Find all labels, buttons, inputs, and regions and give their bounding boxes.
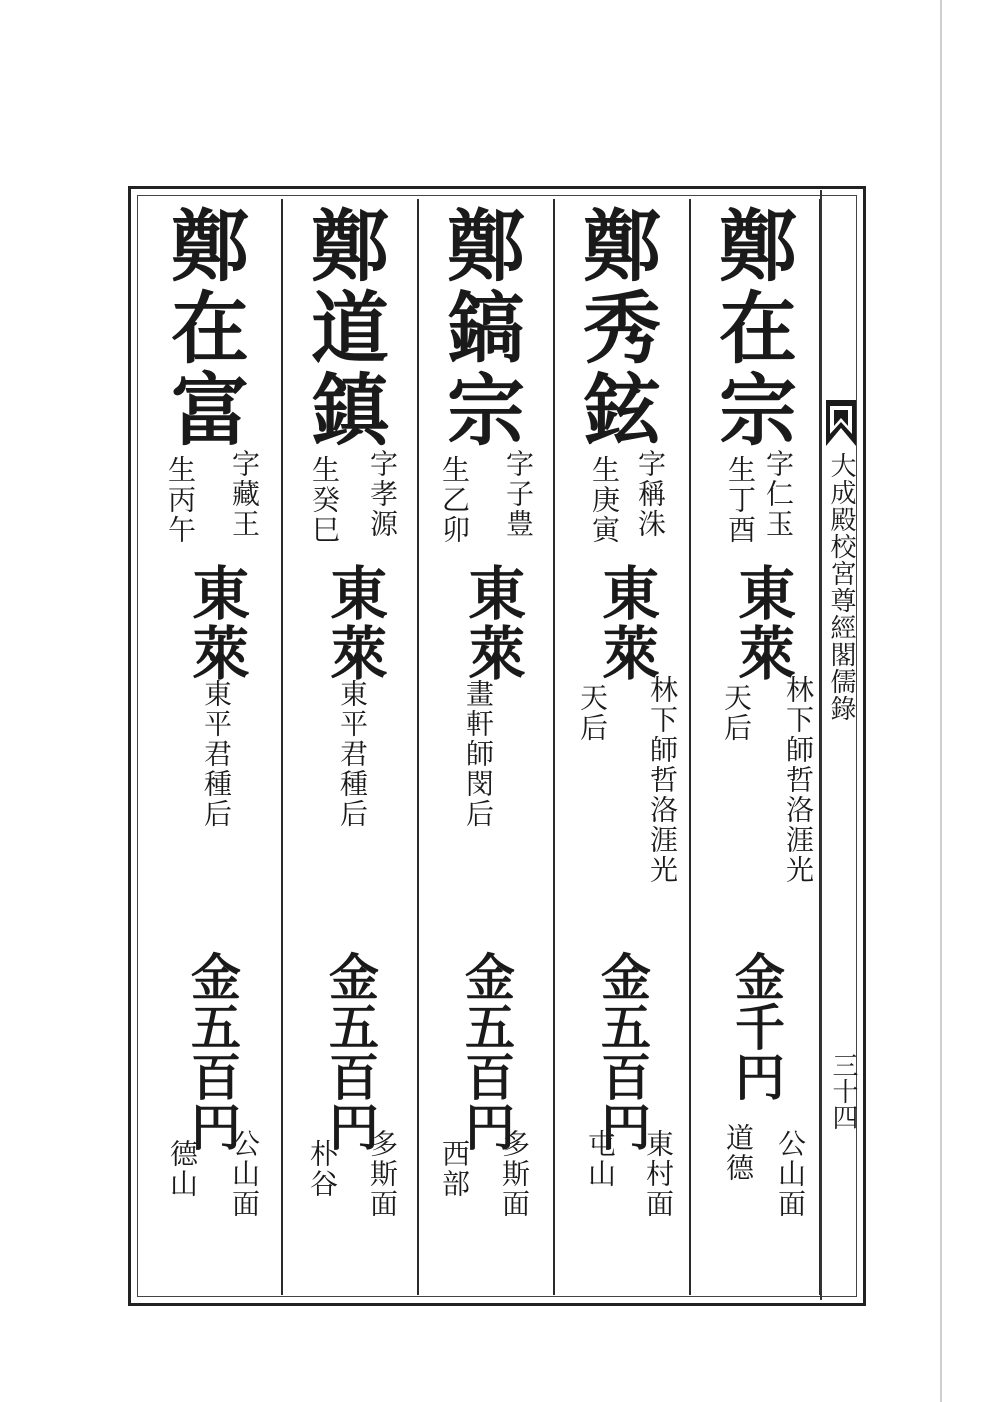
- entry-residence-2: 西部: [438, 1139, 471, 1199]
- entry-amount: 金五百円: [321, 951, 380, 1151]
- entry-origin: 東萊: [320, 563, 388, 683]
- entry-courtesy: 字孝源: [366, 449, 399, 539]
- entry-name: 鄭鎬宗: [434, 205, 525, 451]
- entry-column-5: [143, 199, 283, 1295]
- entry-amount: 金五百円: [593, 951, 652, 1151]
- entry-residence: 公山面: [774, 1129, 807, 1219]
- entry-note-2: 天后: [576, 683, 609, 743]
- entry-courtesy: 字仁玉: [762, 449, 795, 539]
- entry-origin: 東萊: [182, 563, 250, 683]
- printed-block: [128, 186, 866, 1306]
- scan-edge-line: [940, 0, 942, 1402]
- entry-residence: 公山面: [228, 1129, 261, 1219]
- entry-residence: 東村面: [642, 1129, 675, 1219]
- entry-note: 畫軒師閔后: [462, 679, 495, 829]
- entry-note: 林下師哲洛涯光: [782, 675, 815, 885]
- entry-name: 鄭在宗: [706, 205, 797, 451]
- entry-residence-2: 道德: [722, 1123, 755, 1183]
- entry-note: 林下師哲洛涯光: [646, 675, 679, 885]
- entry-birth: 生庚寅: [588, 455, 621, 545]
- entry-note-2: 天后: [720, 683, 753, 743]
- entry-courtesy: 字稱洙: [634, 449, 667, 539]
- entry-amount: 金千円: [727, 951, 786, 1101]
- page-margin-strip: [820, 190, 862, 1300]
- book-title: 大成殿校宮尊經閣儒錄: [826, 452, 856, 722]
- entry-courtesy: 字子豊: [502, 449, 535, 539]
- entry-origin: 東萊: [458, 563, 526, 683]
- entry-birth: 生丙午: [164, 455, 197, 545]
- entry-residence: 多斯面: [498, 1129, 531, 1219]
- entry-name: 鄭道鎮: [298, 205, 389, 451]
- entry-residence-2: 德山: [166, 1139, 199, 1199]
- entry-birth: 生乙卯: [438, 455, 471, 545]
- page-number: 三十四: [828, 1052, 858, 1130]
- entry-birth: 生丁酉: [724, 455, 757, 545]
- entry-amount: 金五百円: [457, 951, 516, 1151]
- entry-name: 鄭在富: [158, 205, 249, 451]
- entry-column-1: [691, 199, 821, 1295]
- entry-amount: 金五百円: [183, 951, 242, 1151]
- entry-residence-2: 朴谷: [306, 1139, 339, 1199]
- entry-origin: 東萊: [592, 563, 660, 683]
- entry-column-2: [555, 199, 691, 1295]
- entry-column-3: [419, 199, 555, 1295]
- entry-courtesy: 字藏王: [228, 449, 261, 539]
- entry-birth: 生癸巳: [308, 455, 341, 545]
- entry-column-4: [283, 199, 419, 1295]
- entry-residence: 多斯面: [366, 1129, 399, 1219]
- entry-note: 東平君種后: [200, 679, 233, 829]
- entry-residence-2: 屯山: [584, 1129, 617, 1189]
- entry-note: 東平君種后: [336, 679, 369, 829]
- fishtail-mark-icon: [826, 400, 856, 446]
- entry-name: 鄭秀鉉: [570, 205, 661, 451]
- entry-origin: 東萊: [728, 563, 796, 683]
